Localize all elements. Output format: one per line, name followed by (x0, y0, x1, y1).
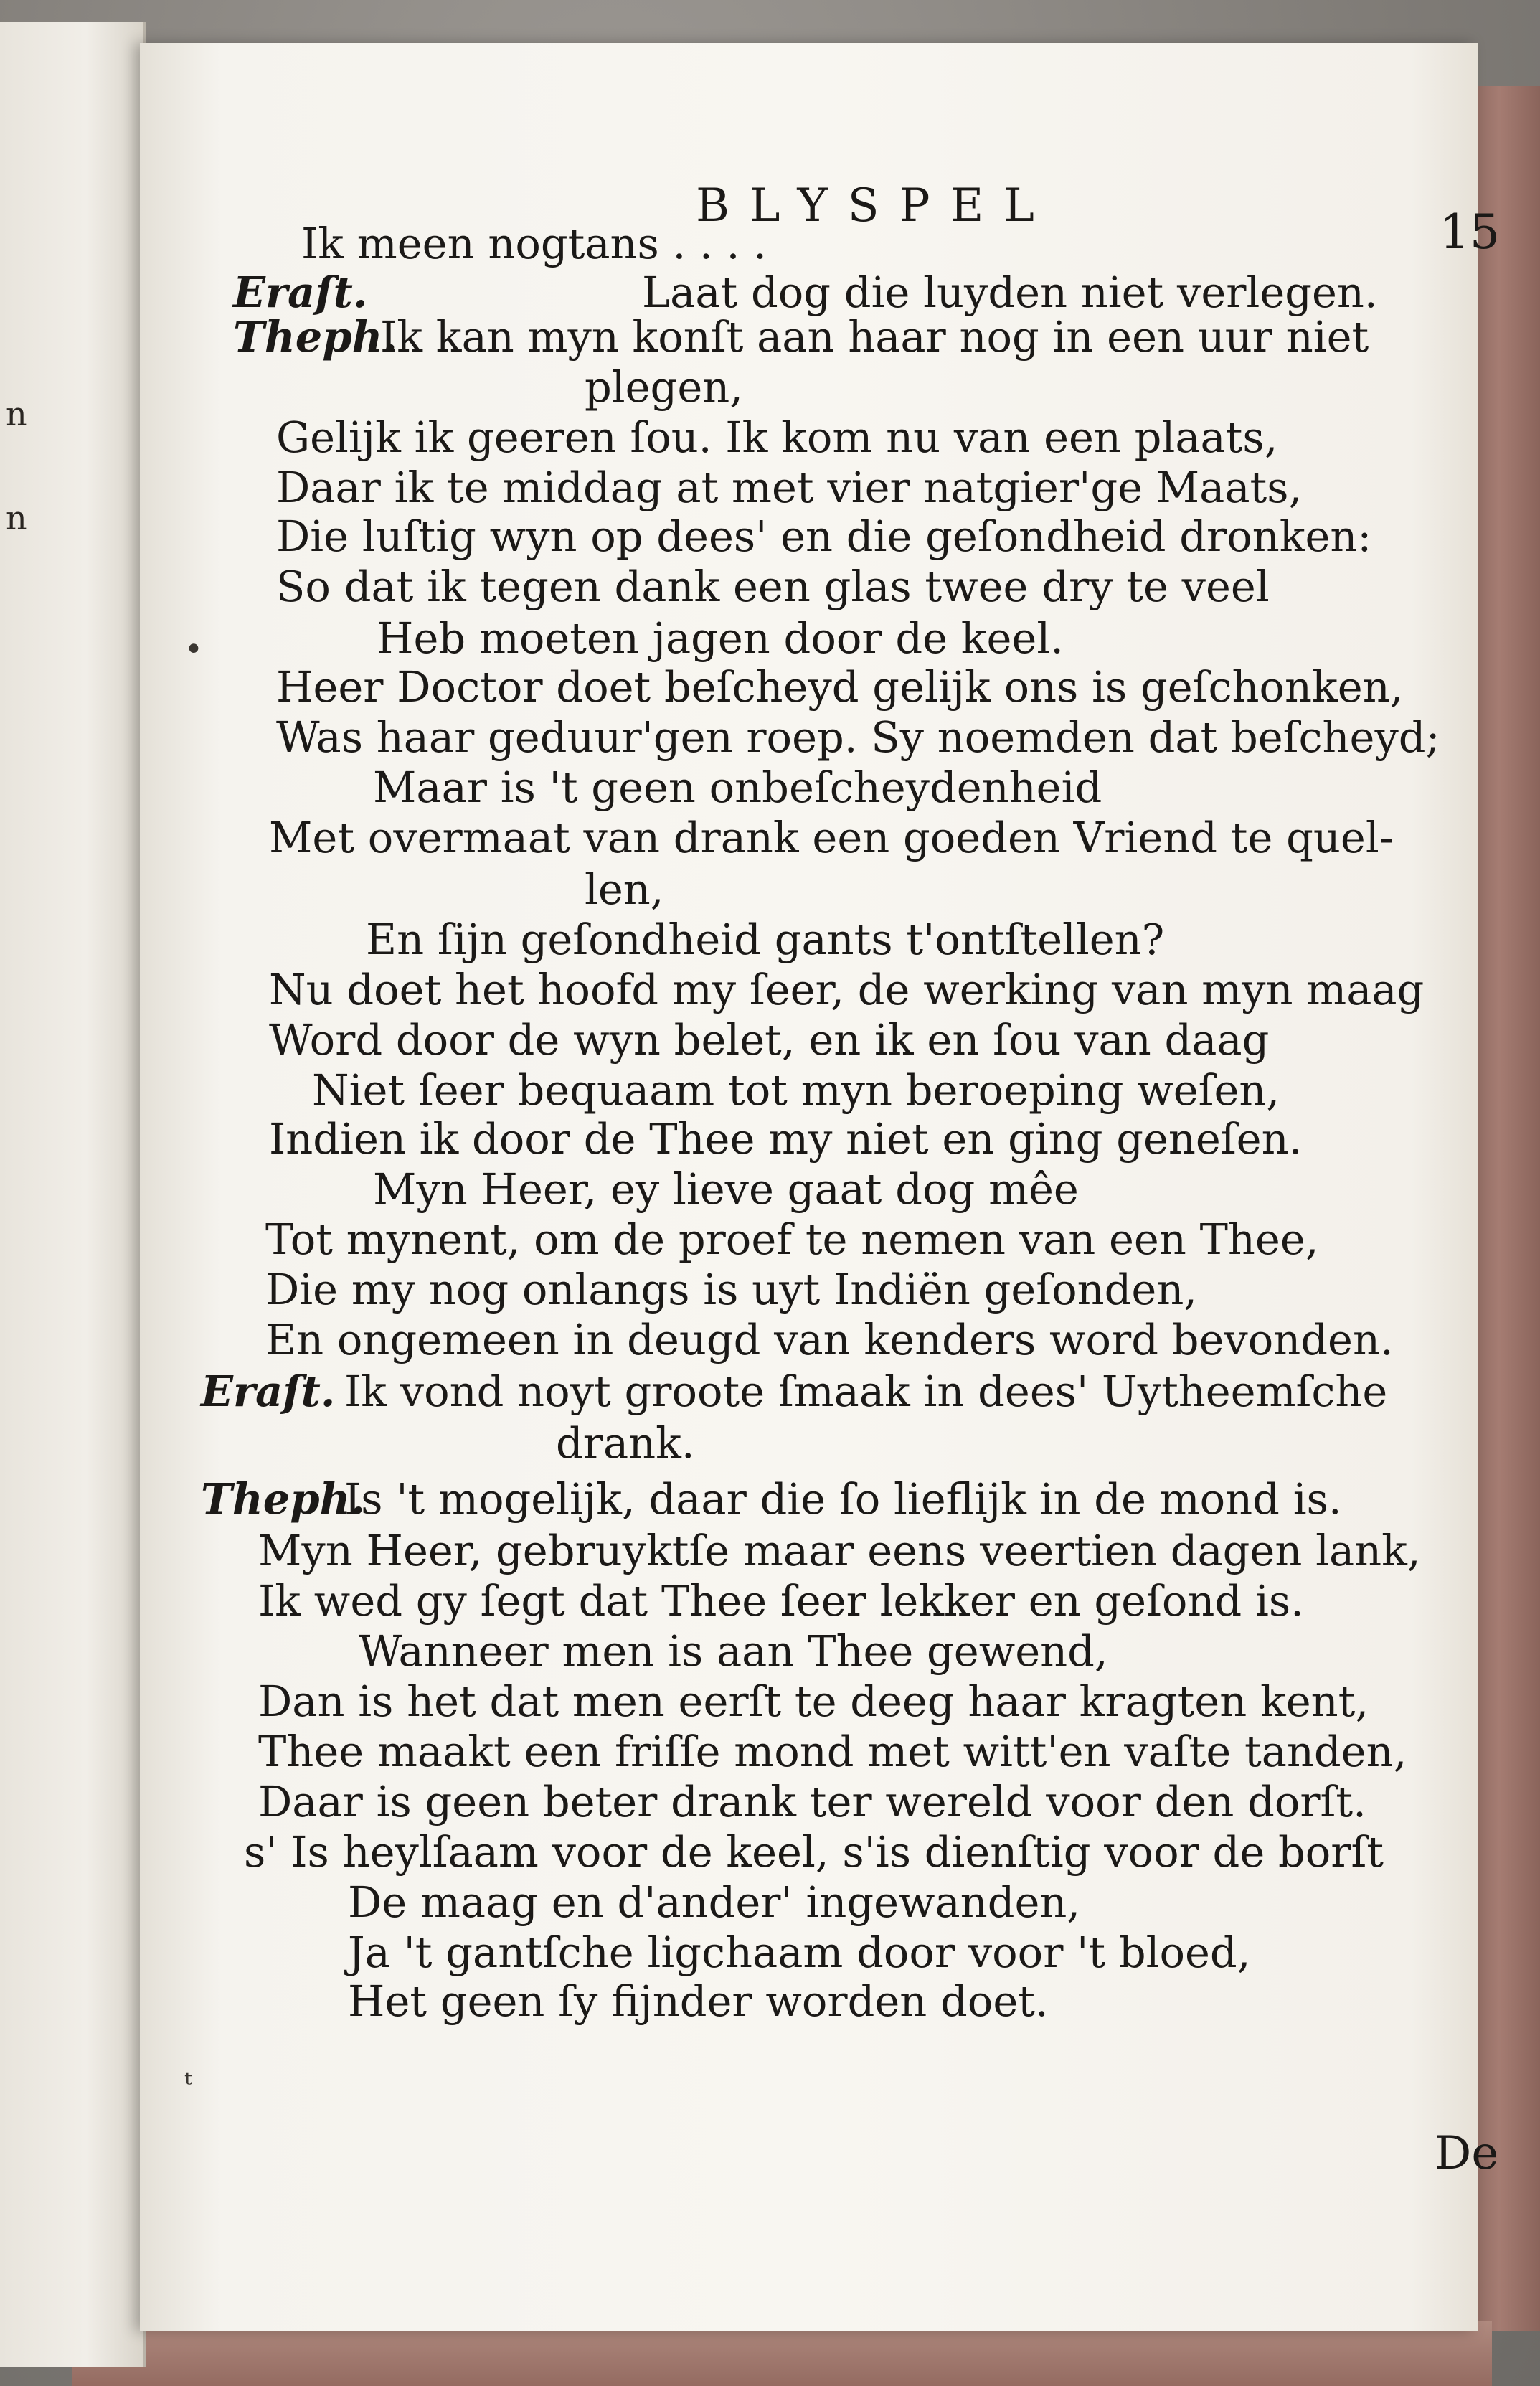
verse-line: Myn Heer, gebruyktſe maar eens veertien dagen lank, (258, 1526, 1421, 1575)
verse-line: Gelijk ik geeren ſou. Ik kom nu van een plaats, (276, 412, 1278, 462)
ink-mark: • (184, 631, 203, 668)
verse-line: Met overmaat van drank een goeden Vriend te quel- (269, 813, 1394, 862)
verse-line: len, (585, 864, 664, 914)
verse-line: De maag en d'ander' ingewanden, (348, 1877, 1081, 1927)
running-header: BLYSPEL (696, 179, 1054, 232)
verse-line: Heer Doctor doet beſcheyd gelijk ons is geſchonken, (276, 662, 1404, 712)
book-page (140, 43, 1500, 2331)
verse-line: Daar is geen beter drank ter wereld voor den dorſt. (258, 1777, 1366, 1826)
verse-line: Die my nog onlangs is uyt Indiën geſonden, (265, 1265, 1198, 1314)
verse-line: Is 't mogelijk, daar die ſo lieflijk in de mond is. (344, 1474, 1342, 1524)
catchword: De (1435, 2127, 1499, 2180)
verse-line: drank. (556, 1418, 695, 1468)
verse-line: Ik vond noyt groote ſmaak in dees' Uytheemſche (344, 1367, 1388, 1416)
verse-line: En ſijn geſondheid gants t'ontſtellen? (366, 915, 1165, 964)
verse-line: Thee maakt een friſſe mond met witt'en vaſte tanden, (258, 1727, 1407, 1776)
verse-line: Tot mynent, om de proef te nemen van een Thee, (265, 1215, 1319, 1264)
book-cover-edge (1468, 86, 1540, 2331)
verse-line: Myn Heer, ey lieve gaat dog mêe (373, 1164, 1079, 1214)
verse-line: Dan is het dat men eerſt te deeg haar kragten kent, (258, 1677, 1369, 1726)
verse-line: Indien ik door de Thee my niet en ging geneſen. (269, 1114, 1303, 1164)
verse-line: Laat dog die luyden niet verlegen. (642, 268, 1378, 317)
verse-line: Ik kan myn konſt aan haar nog in een uur niet (380, 312, 1369, 362)
previous-page (0, 22, 146, 2367)
verse-line: Ik meen nogtans . . . . (301, 219, 767, 268)
left-page-fragment: n (6, 499, 27, 537)
verse-line: s' Is heylſaam voor de keel, s'is dienſtig voor de borſt (244, 1827, 1384, 1877)
speaker-label: Eraſt. (201, 1367, 336, 1416)
verse-line: Word door de wyn belet, en ik en ſou van daag (269, 1015, 1270, 1065)
verse-line: Nu doet het hoofd my ſeer, de werking van myn maag (269, 965, 1425, 1014)
verse-line: Die luſtig wyn op dees' en die geſondheid dronken: (276, 511, 1372, 561)
verse-line: Ik wed gy ſegt dat Thee ſeer lekker en geſond is. (258, 1576, 1304, 1626)
ink-mark: ᵗ (184, 2066, 192, 2103)
verse-line: Ja 't gantſche ligchaam door voor 't bloed, (348, 1928, 1251, 1977)
verse-line: Niet ſeer bequaam tot myn beroeping weſen, (312, 1065, 1280, 1115)
verse-line: Daar ik te middag at met vier natgier'ge Maats, (276, 463, 1303, 512)
verse-line: Maar is 't geen onbeſcheydenheid (373, 763, 1102, 812)
speaker-label: Theph. (233, 312, 398, 362)
verse-line: Wanneer men is aan Thee gewend, (359, 1626, 1108, 1676)
verse-line: Was haar geduur'gen roep. Sy noemden dat beſcheyd; (276, 712, 1440, 762)
verse-line: plegen, (585, 362, 743, 412)
page-number: 15 (1440, 204, 1500, 260)
verse-line: Het geen ſy fijnder worden doet. (348, 1976, 1049, 2026)
left-page-fragment: n (6, 395, 27, 433)
verse-line: Heb moeten jagen door de keel. (377, 613, 1064, 663)
verse-line: En ongemeen in deugd van kenders word bevonden. (265, 1315, 1394, 1364)
speaker-label: Eraſt. (233, 268, 368, 317)
verse-line: So dat ik tegen dank een glas twee dry te veel (276, 562, 1270, 611)
speaker-label: Theph. (201, 1474, 366, 1524)
